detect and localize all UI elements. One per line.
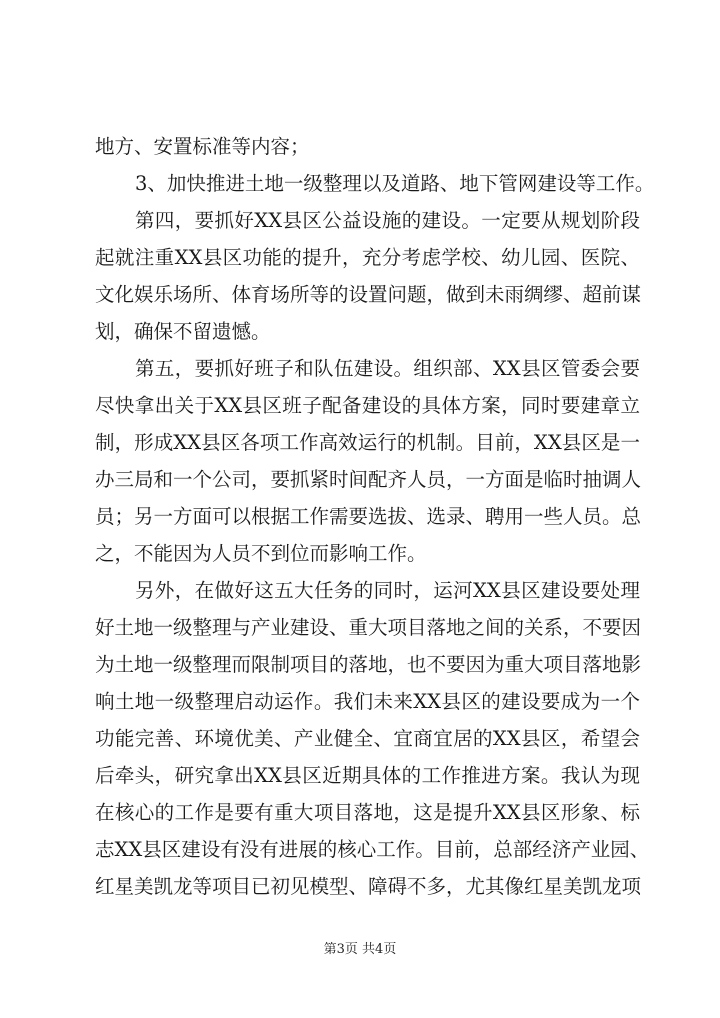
text-line: 好土地一级整理与产业建设、重大项目落地之间的关系，不要因: [95, 616, 642, 639]
text-line: 员；另一方面可以根据工作需要选拔、选录、聘用一些人员。总: [95, 505, 642, 528]
text-line: 响土地一级整理启动运作。我们未来XX县区的建设要成为一个: [95, 690, 640, 713]
text-line: 功能完善、环境优美、产业健全、宜商宜居的XX县区，希望会: [95, 727, 640, 750]
document-body: [95, 128, 655, 905]
text-line: 后牵头，研究拿出XX县区近期具体的工作推进方案。我认为现: [95, 764, 640, 787]
text-line: 第五，要抓好班子和队伍建设。组织部、XX县区管委会要: [135, 357, 640, 380]
text-line: 红星美凯龙等项目已初见模型、障碍不多，尤其像红星美凯龙项: [95, 875, 642, 898]
text-line: 之，不能因为人员不到位而影响工作。: [95, 542, 427, 565]
text-line: 第四，要抓好XX县区公益设施的建设。一定要从规划阶段: [135, 209, 640, 232]
text-line: 办三局和一个公司，要抓紧时间配齐人员，一方面是临时抽调人: [95, 468, 642, 491]
text-line: 制，形成XX县区各项工作高效运行的机制。目前，XX县区是一: [95, 431, 640, 454]
text-line: 另外，在做好这五大任务的同时，运河XX县区建设要处理: [135, 579, 640, 602]
text-line: 地方、安置标准等内容；: [95, 135, 310, 158]
text-line: 起就注重XX县区功能的提升，充分考虑学校、幼儿园、医院、: [95, 246, 640, 269]
text-line: 为土地一级整理而限制项目的落地，也不要因为重大项目落地影: [95, 653, 642, 676]
text-line: 尽快拿出关于XX县区班子配备建设的具体方案，同时要建章立: [95, 394, 640, 417]
text-line: 划，确保不留遗憾。: [95, 320, 271, 343]
page-number-label: 第3页 共4页: [323, 942, 397, 957]
text-line: 文化娱乐场所、体育场所等的设置问题，做到未雨绸缪、超前谋: [95, 283, 642, 306]
text-line: 在核心的工作是要有重大项目落地，这是提升XX县区形象、标: [95, 801, 640, 824]
text-line: 3、加快推进土地一级整理以及道路、地下管网建设等工作。: [135, 172, 655, 195]
page-footer: [0, 938, 720, 957]
text-line: 志XX县区建设有没有进展的核心工作。目前，总部经济产业园、: [95, 838, 650, 861]
